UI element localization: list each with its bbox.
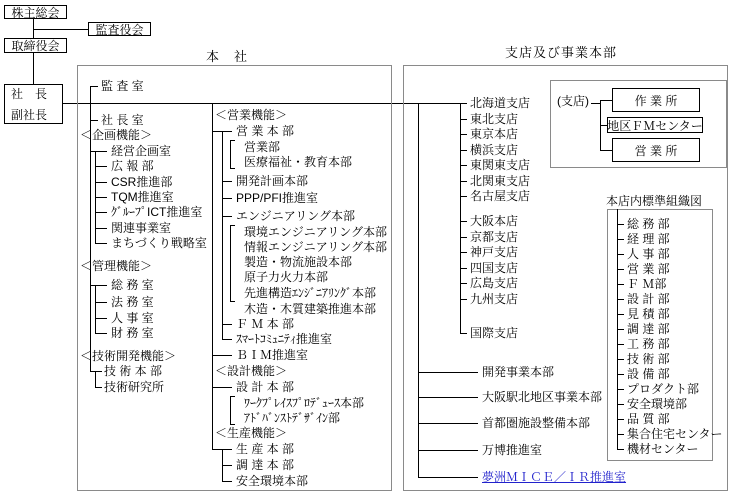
dept-label: PPP/PFI推進室 <box>236 191 319 205</box>
connector-line <box>460 165 467 166</box>
branch-label: 国際支店 <box>470 326 519 340</box>
dept-label: 財 務 室 <box>111 326 154 340</box>
connector-line <box>33 29 88 30</box>
work-site-box <box>612 88 700 112</box>
connector-line <box>600 100 612 101</box>
bracket <box>230 140 235 169</box>
sales-office-label: 営 業 所 <box>634 143 678 158</box>
connector-line <box>222 465 232 466</box>
connector-line <box>222 198 232 199</box>
connector-line <box>90 371 102 372</box>
connector-line <box>460 196 467 197</box>
yumeshima-mice-ir-link[interactable]: 夢洲ＭＩＣＥ／ＩＲ推進室 <box>482 470 627 484</box>
connector-line <box>222 339 232 340</box>
bracket <box>230 225 235 302</box>
connector-line <box>222 216 232 217</box>
dept-label: 広 報 部 <box>111 159 154 173</box>
dept-label: CSR推進部 <box>111 175 173 189</box>
branch-label: 名古屋支店 <box>470 189 531 203</box>
branch-hq-title: 支店及び事業本部 <box>505 45 618 60</box>
connector-line <box>591 103 600 104</box>
connector-line <box>617 344 624 345</box>
dept-label: 技 術 部 <box>627 352 670 366</box>
dept-label: 監 査 室 <box>101 79 144 93</box>
dept-label: 調 達 本 部 <box>236 458 295 472</box>
connector-line <box>460 237 467 238</box>
dept-label: 設 計 部 <box>627 292 670 306</box>
connector-line <box>460 333 467 334</box>
connector-line <box>460 134 467 135</box>
connector-line <box>90 86 98 87</box>
dept-label: ＢＩＭ推進室 <box>236 348 309 362</box>
connector-line <box>460 119 467 120</box>
dept-label: エンジニアリング本部 <box>236 209 355 223</box>
connector-line <box>460 150 467 151</box>
vice-president-label: 副社長 <box>11 108 48 122</box>
dept-label: 品 質 部 <box>627 412 670 426</box>
dept-label: 集合住宅センター <box>627 427 723 441</box>
connector-line <box>617 284 624 285</box>
branch-internal-label: (支店) <box>557 94 589 108</box>
connector-line <box>95 197 107 198</box>
dept-label: 技 術 本 部 <box>104 364 163 378</box>
branch-label: 京都支店 <box>470 230 519 244</box>
connector-line <box>460 221 467 222</box>
shareholders-meeting-label: 株主総会 <box>11 5 60 20</box>
president-box <box>4 84 63 124</box>
connector-line <box>617 374 624 375</box>
connector-line <box>212 387 232 388</box>
dept-label: 生 産 本 部 <box>236 442 295 456</box>
sub-dept-label: 環境エンジニアリング本部 <box>244 225 387 239</box>
sub-dept-label: 原子力火力本部 <box>244 270 329 284</box>
dept-label: TQM推進室 <box>111 190 174 204</box>
connector-line <box>222 131 223 339</box>
dept-label: 総 務 部 <box>627 217 670 231</box>
sub-dept-label: 先進構造ｴﾝｼﾞﾆｱﾘﾝｸﾞ本部 <box>244 286 377 300</box>
branch-label: 横浜支店 <box>470 143 519 157</box>
bracket <box>230 396 235 425</box>
function-group-label: ＜管理機能＞ <box>80 259 153 273</box>
connector-line <box>617 299 624 300</box>
connector-line <box>95 285 96 333</box>
audit-committee-box <box>88 22 151 36</box>
connector-line <box>617 449 624 450</box>
business-unit-label: 万博推進室 <box>482 443 543 457</box>
connector-line <box>95 243 107 244</box>
function-group-label: ＜営業機能＞ <box>215 108 288 122</box>
dept-label: ｸﾞﾙｰﾌﾟICT推進室 <box>111 205 203 219</box>
dept-label: 見 積 部 <box>627 307 670 321</box>
dept-label: 人 事 室 <box>111 311 154 325</box>
dept-label: Ｆ Ｍ 本 部 <box>236 317 295 331</box>
connector-line <box>418 450 478 451</box>
connector-line <box>212 103 213 449</box>
connector-line <box>95 302 107 303</box>
dept-label: 安全環境部 <box>627 397 688 411</box>
head-office-title: 本 社 <box>206 49 249 64</box>
dept-label: 設 備 部 <box>627 367 670 381</box>
shareholders-meeting-box <box>4 5 67 19</box>
connector-line <box>90 120 98 121</box>
sub-dept-label: 情報エンジニアリング本部 <box>244 240 387 254</box>
branch-label: 広島支店 <box>470 276 519 290</box>
connector-line <box>418 372 478 373</box>
connector-line <box>460 252 467 253</box>
dept-label: プロダクト部 <box>627 382 700 396</box>
dept-label: 経営企画室 <box>111 144 172 158</box>
dept-label: 営 業 部 <box>627 262 670 276</box>
board-of-directors-box <box>4 38 67 53</box>
connector-line <box>95 387 102 388</box>
sales-office-box <box>612 138 700 162</box>
function-group-label: ＜技術開発機能＞ <box>80 349 177 363</box>
sub-dept-label: 営業部 <box>244 140 281 154</box>
dept-label: 機材センター <box>627 442 699 456</box>
connector-line <box>617 329 624 330</box>
connector-line <box>33 53 34 84</box>
connector-line <box>617 239 624 240</box>
president-label: 社 長 <box>11 87 48 101</box>
sub-dept-label: ｱﾄﾞﾊﾞﾝｽﾄﾃﾞｻﾞｲﾝ部 <box>244 411 341 425</box>
dept-label: 設 計 本 部 <box>236 380 295 394</box>
connector-line <box>222 324 232 325</box>
branch-label: 四国支店 <box>470 261 519 275</box>
connector-line <box>617 419 624 420</box>
dept-label: 技術研究所 <box>104 380 165 394</box>
connector-line <box>617 359 624 360</box>
district-fm-center-box <box>607 117 703 133</box>
dept-label: Ｆ Ｍ部 <box>627 277 667 291</box>
connector-line <box>212 355 232 356</box>
dept-label: 調 達 部 <box>627 322 670 336</box>
connector-line <box>418 397 478 398</box>
branch-label: 北海道支店 <box>470 96 531 110</box>
connector-line <box>95 318 107 319</box>
connector-line <box>95 333 107 334</box>
audit-committee-label: 監査役会 <box>95 22 144 37</box>
dept-label: 経 理 部 <box>627 232 670 246</box>
connector-line <box>617 404 624 405</box>
sub-dept-label: 医療福祉・教育本部 <box>244 155 353 169</box>
connector-line <box>600 150 612 151</box>
connector-line <box>617 254 624 255</box>
dept-label: 安全環境本部 <box>236 474 309 488</box>
connector-line <box>600 125 607 126</box>
dept-label: 法 務 室 <box>111 295 154 309</box>
connector-line <box>418 423 478 424</box>
connector-line <box>460 268 467 269</box>
connector-line <box>90 151 107 152</box>
branch-label: 神戸支店 <box>470 245 519 259</box>
connector-line <box>222 481 232 482</box>
connector-line <box>418 477 478 478</box>
connector-line <box>95 228 107 229</box>
dept-label: 社 長 室 <box>101 113 144 127</box>
dept-label: 人 事 部 <box>627 247 670 261</box>
connector-line <box>617 314 624 315</box>
connector-line <box>418 103 419 477</box>
sub-dept-label: 木造・木質建築推進本部 <box>244 302 377 316</box>
dept-label: 開発計画本部 <box>236 174 309 188</box>
branch-label: 東京本店 <box>470 127 519 141</box>
dept-label: 営 業 本 部 <box>236 124 295 138</box>
branch-label: 東北支店 <box>470 112 519 126</box>
sub-dept-label: 製造・物流施設本部 <box>244 255 353 269</box>
connector-line <box>460 299 467 300</box>
dept-label: ｽﾏｰﾄｺﾐｭﾆﾃｨ推進室 <box>236 332 333 346</box>
business-unit-label: 首都圏施設整備本部 <box>482 416 591 430</box>
connector-line <box>222 181 232 182</box>
sub-dept-label: ﾜｰｸﾌﾟﾚｲｽﾌﾟﾛﾃﾞｭｰｽ本部 <box>244 396 365 410</box>
branch-label: 北関東支店 <box>470 174 531 188</box>
business-unit-label: 開発事業本部 <box>482 365 555 379</box>
business-unit-label: 大阪駅北地区事業本部 <box>482 390 603 404</box>
branch-label: 九州支店 <box>470 292 519 306</box>
function-group-label: ＜設計機能＞ <box>215 364 288 378</box>
branch-label: 大阪本店 <box>470 214 519 228</box>
connector-line <box>617 389 624 390</box>
connector-line <box>90 285 107 286</box>
district-fm-center-label: 地区ＦＭセンター <box>607 118 703 133</box>
standard-org-title: 本店内標準組織図 <box>606 194 703 208</box>
work-site-label: 作 業 所 <box>634 93 678 108</box>
connector-line <box>617 269 624 270</box>
branch-label: 東関東支店 <box>470 158 531 172</box>
connector-line <box>95 371 96 387</box>
connector-line <box>95 182 107 183</box>
connector-line <box>617 224 624 225</box>
dept-label: 総 務 室 <box>111 278 154 292</box>
connector-line <box>95 212 107 213</box>
board-of-directors-label: 取締役会 <box>11 39 60 53</box>
connector-line <box>95 166 107 167</box>
function-group-label: ＜生産機能＞ <box>215 426 288 440</box>
connector-line <box>460 283 467 284</box>
dept-label: 関連事業室 <box>111 221 172 235</box>
connector-line <box>617 434 624 435</box>
connector-line <box>460 181 467 182</box>
dept-label: まちづくり戦略室 <box>111 236 207 250</box>
function-group-label: ＜企画機能＞ <box>80 128 153 142</box>
dept-label: 工 務 部 <box>627 337 670 351</box>
